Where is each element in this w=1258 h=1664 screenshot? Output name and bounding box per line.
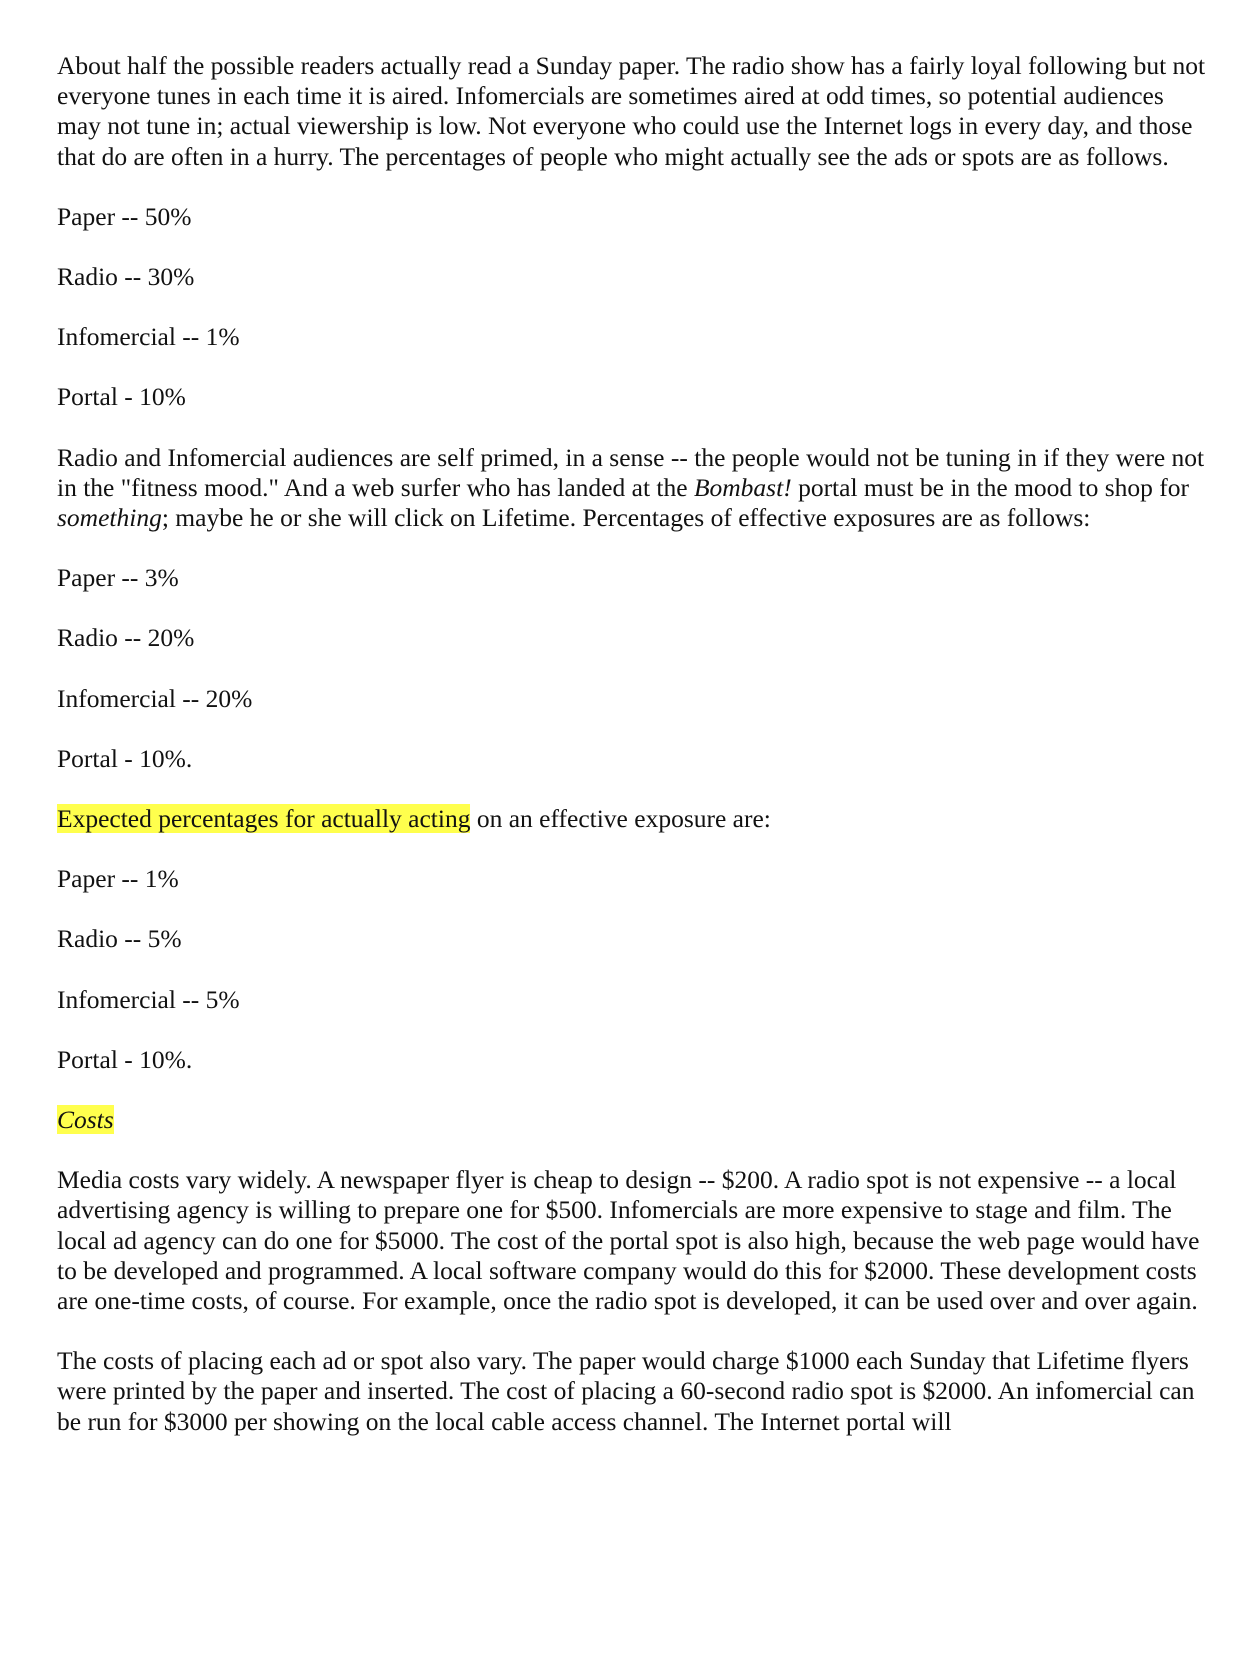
list-exposure-percentages xyxy=(57,202,1207,413)
document-page xyxy=(57,51,1207,1467)
highlighted-text: Expected percentages for actually acting xyxy=(57,804,471,834)
text-run: Radio and Infomercial audiences are self primed, in a sense -- the people would not be tuning in if they were not in the "fitness mood." And a web surfer who has landed at the xyxy=(57,442,1205,502)
paragraph-media-costs: Media costs vary widely. A newspaper flyer is cheap to design -- $200. A radio spot is not expensive -- a local advertising agency is willing to prepare one for $500. Infomercials are more expensive to stage and film. The local ad agency can do one for $5000. The cost of the portal spot is also high, because the web page would have to be developed and programmed. A local software company would do this for $2000. These development costs are one-time costs, of course. For example, once the radio spot is developed, it can be used over and over again. xyxy=(57,1165,1200,1316)
highlighted-heading-text: Costs xyxy=(57,1105,114,1135)
text-run: on an effective exposure are: xyxy=(470,804,771,834)
text-run-italic: something xyxy=(57,503,162,533)
list-item: Portal - 10%. xyxy=(57,1044,193,1074)
paragraph-readership: About half the possible readers actually read a Sunday paper. The radio show has a fairly loyal following but not everyone tunes in each time it is aired. Infomercials are sometimes aired at odd times, so potential audiences may not tune in; actual viewership is low. Not everyone who could use the Internet logs in every day, and those that do are often in a hurry. The percentages of people who might actually see the ads or spots are as follows. xyxy=(57,51,1206,171)
list-item: Radio -- 30% xyxy=(57,262,195,292)
list-item: Paper -- 3% xyxy=(57,563,179,593)
paragraph-self-primed xyxy=(57,443,1207,534)
text-run: portal must be in the mood to shop for xyxy=(791,472,1190,502)
paragraph-expected-acting xyxy=(57,804,1207,834)
paragraph-placement-costs: The costs of placing each ad or spot also vary. The paper would charge $1000 each Sunday that Lifetime flyers were printed by the paper and inserted. The cost of placing a 60-second radio spot is $2000. An infomercial can be run for $3000 per showing on the local cable access channel. The Internet portal will xyxy=(57,1346,1195,1436)
list-effective-exposures xyxy=(57,563,1207,774)
list-item: Portal - 10%. xyxy=(57,743,193,773)
text-run-italic: Bombast! xyxy=(693,472,792,502)
list-item: Paper -- 50% xyxy=(57,201,192,231)
list-item: Infomercial -- 5% xyxy=(57,984,240,1014)
list-item: Infomercial -- 1% xyxy=(57,322,240,352)
text-run: ; maybe he or she will click on Lifetime. Percentages of effective exposures are as follows: xyxy=(161,503,1091,533)
list-item: Paper -- 1% xyxy=(57,864,179,894)
list-item: Radio -- 20% xyxy=(57,623,195,653)
list-acting-percentages xyxy=(57,864,1207,1075)
list-item: Portal - 10% xyxy=(57,382,186,412)
section-heading-costs xyxy=(57,1105,1207,1135)
list-item: Infomercial -- 20% xyxy=(57,683,253,713)
list-item: Radio -- 5% xyxy=(57,924,182,954)
